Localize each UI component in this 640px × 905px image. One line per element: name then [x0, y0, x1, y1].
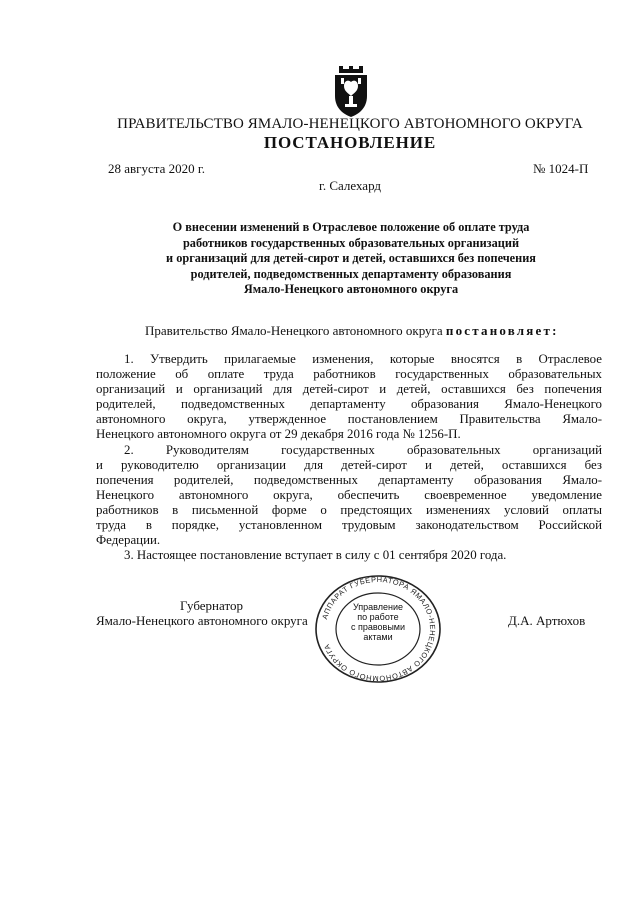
body-line: 3. Настоящее постановление вступает в силу с 01 сентября 2020 года.	[124, 548, 507, 563]
body-line: 1. Утвердить прилагаемые изменения, которые вносятся в Отраслевое	[124, 352, 602, 366]
decree-body	[96, 352, 602, 563]
subject-line: родителей, подведомственных департаменту образования	[190, 266, 512, 281]
stamp-line: актами	[363, 632, 393, 642]
body-line: организаций и организаций для детей-сирот и детей, оставшихся без попечения	[96, 382, 602, 397]
stamp-line: Управление	[352, 602, 404, 612]
subject-line: О внесении изменений в Отраслевое положение об оплате труда	[172, 220, 530, 234]
document-type-title: ПОСТАНОВЛЕНИЕ	[263, 133, 437, 152]
body-line: положение об оплате труда работников государственных образовательных	[96, 367, 602, 382]
body-line: родителей, подведомственных департаменту образования Ямало-Ненецкого	[96, 397, 602, 412]
signer-title: Губернатор	[180, 598, 243, 613]
subject-line: работников государственных образовательных организаций	[182, 235, 520, 250]
subject-line: Ямало-Ненецкого автономного округа	[243, 282, 459, 296]
body-line: Ненецкого автономного округа от 29 декабря 2016 года № 1256-П.	[96, 427, 461, 442]
body-line: 2. Руководителям государственных образовательных организаций	[124, 442, 602, 457]
body-line: автономного округа, утвержденное постановлением Правительства Ямало-	[96, 412, 602, 427]
stamp-line: по работе	[357, 612, 399, 622]
body-line: труда в порядке, установленном трудовым законодательством Российской	[96, 518, 602, 533]
document-date: 28 августа 2020 г.	[108, 161, 205, 176]
document-number: № 1024-П	[533, 161, 589, 176]
preamble	[145, 323, 559, 339]
signature-block	[96, 598, 308, 628]
body-line: Федерации.	[96, 533, 161, 548]
body-line: Ненецкого автономного округа, обеспечить своевременное уведомление	[96, 487, 602, 502]
stamp-inner-text	[338, 602, 418, 642]
body-line: работников в письменной форме о предстоящих изменениях условий оплаты	[96, 502, 602, 517]
body-line: попечения родителей, подведомственных департаменту образования Ямало-	[96, 472, 602, 487]
body-line: и руководителю организации для детей-сирот и детей, оставшихся без	[96, 457, 602, 472]
signer-region: Ямало-Ненецкого автономного округа	[96, 613, 308, 628]
signer-name: Д.А. Артюхов	[508, 613, 586, 628]
organization-title: ПРАВИТЕЛЬСТВО ЯМАЛО-НЕНЕЦКОГО АВТОНОМНОГО ОКРУГА	[117, 116, 583, 132]
subject-line: и организаций для детей-сирот и детей, оставшихся без попечения	[166, 251, 536, 265]
document-city: г. Салехард	[318, 178, 382, 193]
document-subject	[118, 220, 584, 298]
preamble-action: постановляет:	[445, 323, 559, 338]
stamp-ring-text: АППАРАТ ГУБЕРНАТОРА ЯМАЛО-НЕНЕЦКОГО АВТОНОМНОГО ОКРУГА	[320, 574, 438, 684]
stamp-line: с правовыми	[350, 622, 406, 632]
coat-of-arms-icon	[329, 66, 373, 118]
preamble-text: Правительство Ямало-Ненецкого автономного округа	[145, 323, 446, 338]
